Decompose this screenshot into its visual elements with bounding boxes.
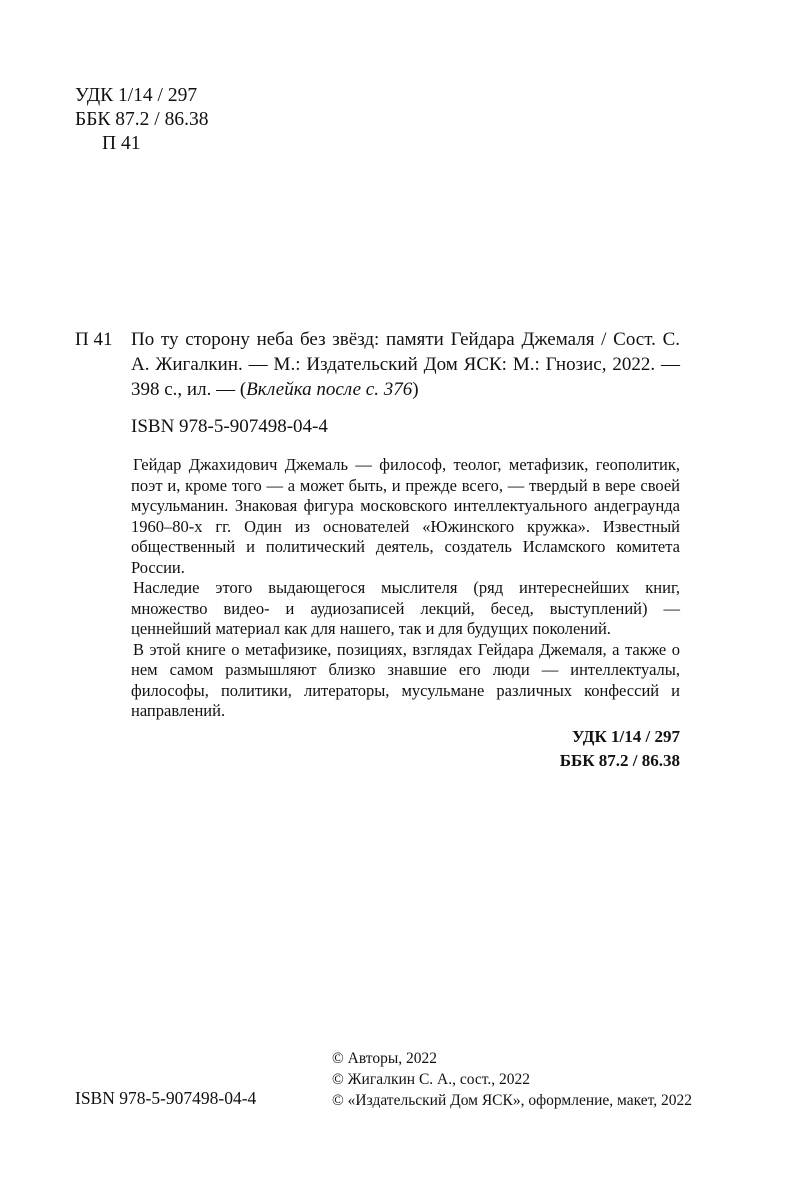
annotation-paragraph: Гейдар Джахидович Джемаль — философ, теолог, метафизик, геополитик, поэт и, кроме того — а может быть, и прежде всего, — твердый в вере своей мусульманин. Знаковая фигура московского интеллектуального андеграунда 1960–80-х гг. Один из основателей «Южинского кружка». Известный общественный и политический деятель, создатель Исламского комитета России.	[131, 455, 680, 577]
annotation	[131, 455, 680, 773]
bbk-code: ББК 87.2 / 86.38	[75, 109, 209, 130]
classification-codes	[75, 84, 208, 156]
copyright-block	[332, 1048, 692, 1111]
author-mark: П 41	[102, 133, 141, 154]
catalog-entry	[75, 327, 680, 439]
catalog-entry-insert-note: Вклейка после с. 376	[246, 379, 413, 400]
footer-isbn: ISBN 978-5-907498-04-4	[75, 1088, 257, 1108]
udk-code: УДК 1/14 / 297	[75, 85, 198, 106]
catalog-entry-text: По ту сторону неба без звёзд: памяти Гейдара Джемаля / Сост. С. А. Жигалкин. — М.: Издательский Дом ЯСК: М.: Гнозис, 2022. — 398 с., ил. — (	[131, 329, 680, 400]
annotation-udk: УДК 1/14 / 297	[572, 726, 680, 746]
annotation-paragraph: Наследие этого выдающегося мыслителя (ряд интереснейших книг, множество видео- и аудиозаписей лекций, бесед, выступлений) — ценнейший материал как для нашего, так и для будущих поколений.	[131, 578, 680, 638]
catalog-entry-mark: П 41	[75, 329, 113, 350]
annotation-codes	[131, 725, 680, 773]
catalog-entry-description	[131, 327, 680, 402]
catalog-entry-text-end: )	[412, 379, 419, 400]
copyright-line: © Авторы, 2022	[332, 1050, 438, 1067]
copyright-line: © Жигалкин С. А., сост., 2022	[332, 1071, 530, 1088]
copyright-line: © «Издательский Дом ЯСК», оформление, макет, 2022	[332, 1092, 693, 1109]
annotation-bbk: ББК 87.2 / 86.38	[559, 750, 680, 770]
catalog-entry-isbn: ISBN 978-5-907498-04-4	[131, 416, 328, 437]
annotation-paragraph: В этой книге о метафизике, позициях, взглядах Гейдара Джемаля, а также о нем самом размышляют близко знавшие его люди — интеллектуалы, философы, политики, литераторы, мусульмане различных конфессий и направлений.	[131, 639, 680, 720]
